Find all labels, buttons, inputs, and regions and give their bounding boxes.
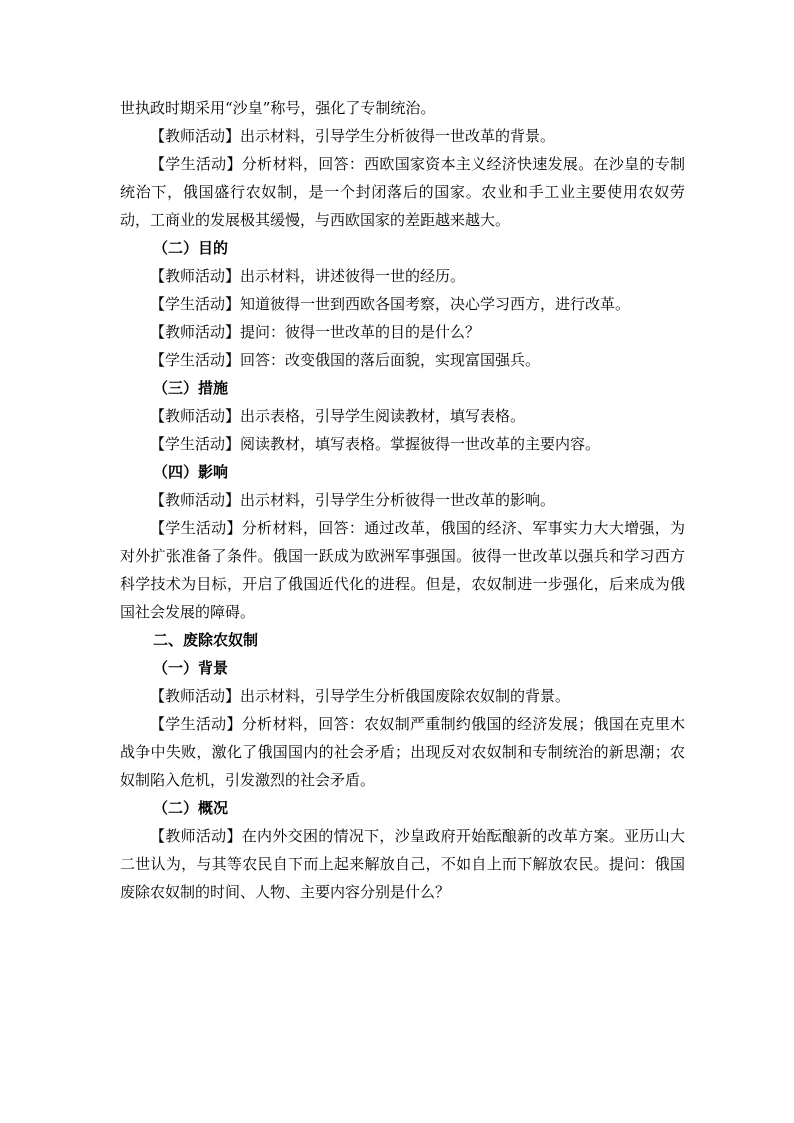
paragraph-student-activity: 【学生活动】分析材料，回答：西欧国家资本主义经济快速发展。在沙皇的专制统治下，俄国盛行农奴制，是一个封闭落后的国家。农业和手工业主要使用农奴劳动，工商业的发展极其缓慢，与西欧国家的差距越来越大。 [120, 155, 685, 229]
section-heading-background: （一）背景 [153, 659, 229, 677]
paragraph-teacher-activity: 【教师活动】出示材料，引导学生分析彼得一世改革的背景。 [150, 127, 556, 145]
document-body [120, 94, 685, 906]
section-heading-impact: （四）影响 [153, 463, 229, 481]
paragraph-teacher-activity: 【教师活动】出示材料，引导学生分析彼得一世改革的影响。 [150, 491, 556, 509]
paragraph-student-activity: 【学生活动】回答：改变俄国的落后面貌，实现富国强兵。 [150, 351, 541, 369]
paragraph-student-activity: 【学生活动】分析材料，回答：农奴制严重制约俄国的经济发展；俄国在克里木战争中失败，激化了俄国国内的社会矛盾；出现反对农奴制和专制统治的新思潮；农奴制陷入危机，引发激烈的社会矛盾。 [120, 715, 685, 789]
paragraph-student-activity: 【学生活动】分析材料，回答：通过改革，俄国的经济、军事实力大大增强，为对外扩张准备了条件。俄国一跃成为欧洲军事强国。彼得一世改革以强兵和学习西方科学技术为目标，开启了俄国近代化的进程。但是，农奴制进一步强化，后来成为俄国社会发展的障碍。 [120, 519, 685, 621]
section-heading-purpose: （二）目的 [153, 239, 229, 257]
paragraph-student-activity: 【学生活动】阅读教材，填写表格。掌握彼得一世改革的主要内容。 [150, 435, 601, 453]
chapter-heading-abolish-serfdom: 二、废除农奴制 [153, 631, 259, 649]
section-heading-measures: （三）措施 [153, 379, 229, 397]
paragraph-teacher-activity: 【教师活动】在内外交困的情况下，沙皇政府开始酝酿新的改革方案。亚历山大二世认为，与其等农民自下而上起来解放自己，不如自上而下解放农民。提问：俄国废除农奴制的时间、人物、主要内容分别是什么？ [120, 827, 685, 901]
paragraph-teacher-activity: 【教师活动】出示表格，引导学生阅读教材，填写表格。 [150, 407, 526, 425]
section-heading-overview: （二）概况 [153, 799, 229, 817]
paragraph-continuation: 世执政时期采用“沙皇”称号，强化了专制统治。 [120, 99, 436, 117]
paragraph-student-activity: 【学生活动】知道彼得一世到西欧各国考察，决心学习西方，进行改革。 [150, 295, 631, 313]
paragraph-teacher-activity: 【教师活动】出示材料，讲述彼得一世的经历。 [150, 267, 466, 285]
paragraph-teacher-activity: 【教师活动】出示材料，引导学生分析俄国废除农奴制的背景。 [150, 687, 571, 705]
paragraph-teacher-activity: 【教师活动】提问：彼得一世改革的目的是什么？ [150, 323, 481, 341]
